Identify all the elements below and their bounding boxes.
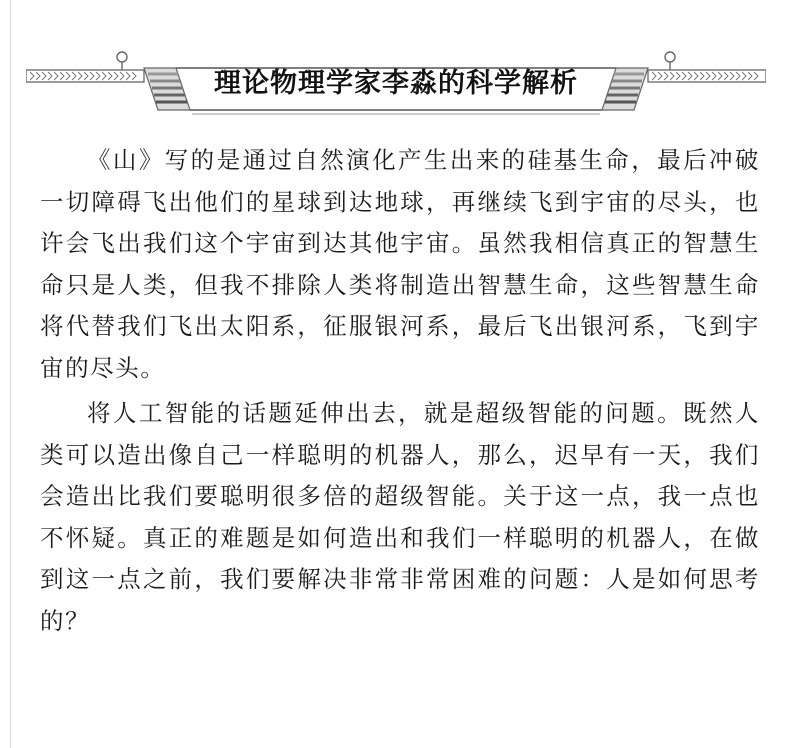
left-chevron-rail (26, 70, 144, 82)
right-striped-block (602, 68, 648, 110)
article-body (40, 140, 760, 642)
section-header-banner (26, 48, 766, 118)
right-pin-icon (665, 52, 675, 70)
page-edge-rule (10, 0, 11, 748)
section-title: 理论物理学家李淼的科学解析 (214, 68, 578, 99)
left-pin-icon (117, 52, 127, 70)
left-striped-block (144, 68, 190, 110)
paragraph-1: 《山》写的是通过自然演化产生出来的硅基生命，最后冲破一切障碍飞出他们的星球到达地球，再继续飞到宇宙的尽头，也许会飞出我们这个宇宙到达其他宇宙。虽然我相信真正的智慧生命只是人类，但我不排除人类将制造出智慧生命，这些智慧生命将代替我们飞出太阳系，征服银河系，最后飞出银河系，飞到宇宙的尽头。 (40, 146, 760, 382)
right-chevron-rail (648, 70, 766, 82)
paragraph-2: 将人工智能的话题延伸出去，就是超级智能的问题。既然人类可以造出像自己一样聪明的机器人，那么，迟早有一天，我们会造出比我们要聪明很多倍的超级智能。关于这一点，我一点也不怀疑。真正的难题是如何造出和我们一样聪明的机器人，在做到这一点之前，我们要解决非常非常困难的问题：人是如何思考的？ (40, 399, 760, 635)
